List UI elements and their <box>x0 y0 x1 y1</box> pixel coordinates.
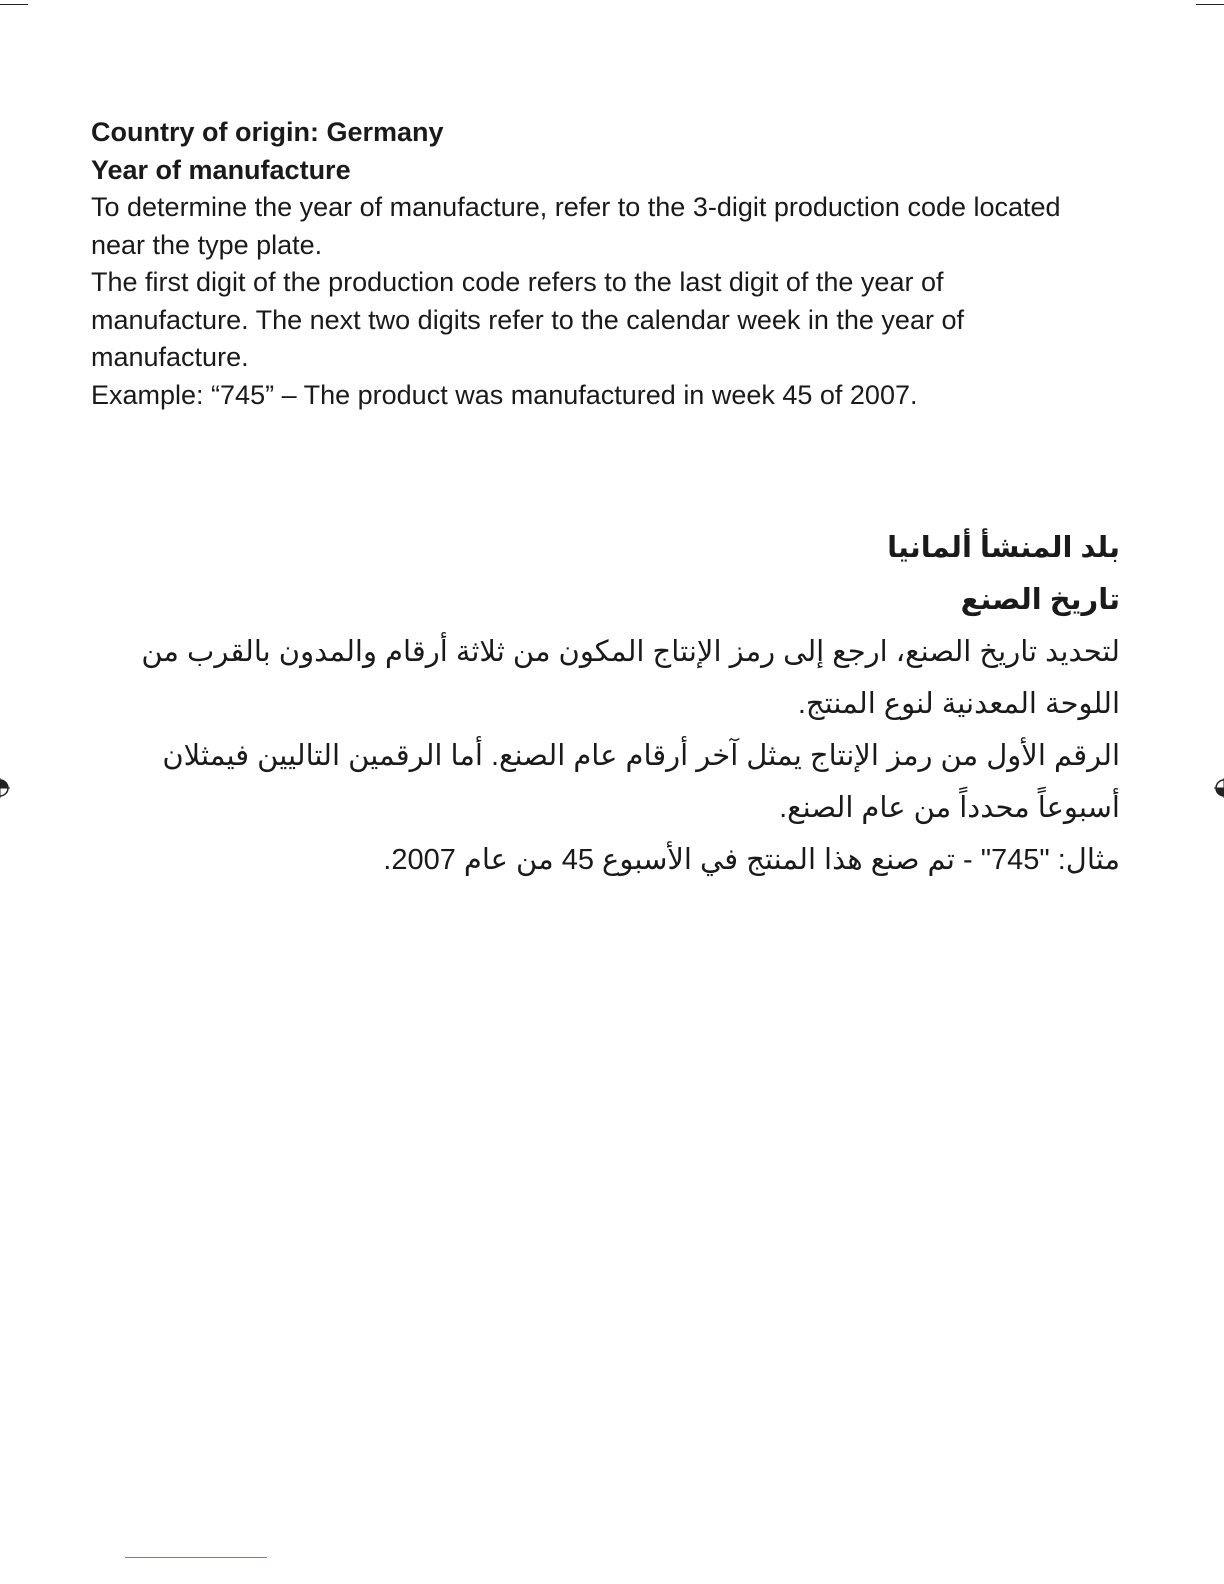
arabic-production-code-meaning-text: الرقم الأول من رمز الإنتاج يمثل آخر أرقام عام الصنع. أما الرقمين التاليين فيمثلان أسبوعاً محدداً من عام الصنع. <box>162 740 1120 824</box>
country-of-origin-heading: Country of origin: Germany <box>91 117 444 147</box>
production-code-meaning-text: The first digit of the production code refers to the last digit of the year of manufacture. The next two digits refer to the calendar week in the year of manufacture. <box>91 267 964 372</box>
arabic-year-of-manufacture-heading: تاريخ الصنع <box>960 584 1120 616</box>
year-of-manufacture-heading: Year of manufacture <box>91 154 351 185</box>
english-section <box>91 114 1091 414</box>
registration-mark-right-icon <box>1214 778 1224 798</box>
production-code-location-text: To determine the year of manufacture, refer to the 3-digit production code located near the type plate. <box>91 192 1061 260</box>
registration-mark-left-icon <box>0 778 10 798</box>
footer-rule <box>125 1557 267 1558</box>
production-code-example-text: Example: “745” – The product was manufactured in week 45 of 2007. <box>91 379 918 410</box>
arabic-country-of-origin-heading: بلد المنشأ ألمانيا <box>887 532 1120 564</box>
arabic-production-code-location-text: لتحديد تاريخ الصنع، ارجع إلى رمز الإنتاج المكون من ثلاثة أرقام والمدون بالقرب من اللوحة المعدنية لنوع المنتج. <box>141 636 1120 720</box>
crop-mark-top-left <box>0 4 28 5</box>
arabic-section <box>110 522 1120 886</box>
crop-mark-top-right <box>1196 4 1224 5</box>
arabic-production-code-example-text: مثال: "745" - تم صنع هذا المنتج في الأسبوع 45 من عام 2007. <box>383 844 1120 876</box>
